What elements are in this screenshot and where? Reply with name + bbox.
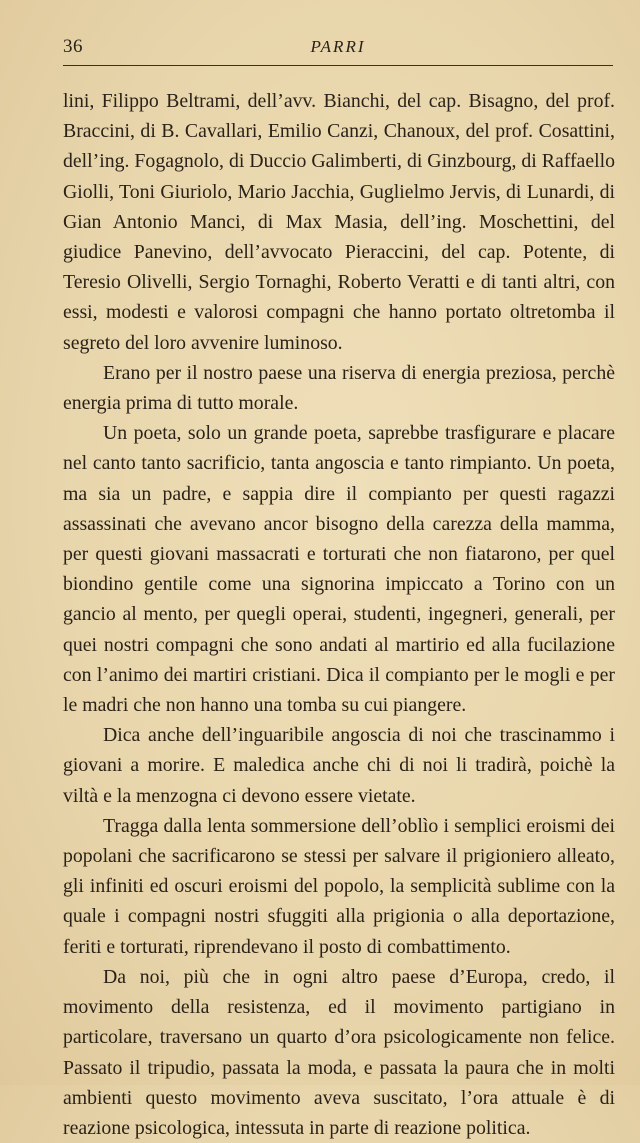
page-number: 36: [63, 36, 83, 57]
paragraph: Da noi, più che in ogni altro paese d’Europa, credo, il movimento della resistenza, ed il movimento partigiano in particolare, traversano un quarto d’ora psicologicamente non felice. Passato il tripudio, passata la moda, e passata la paura che in molti ambienti questo movimento aveva suscitato, l’ora attuale è di reazione psicologica, intessuta in parte di reazione politica.: [63, 965, 615, 1139]
paragraph: Un poeta, solo un grande poeta, saprebbe trasfigurare e placare nel canto tanto sacrificio, tanta angoscia e tanto rimpianto. Un poeta, ma sia un padre, e sappia dire il compianto per questi ragazzi assassinati che avevano ancor bisogno della carezza della mamma, per questi giovani massacrati e torturati che non fiatarono, per quel biondino gentile come una signorina impiccato a Torino con un gancio al mento, per quegli operai, studenti, ingegneri, generali, per quei nostri compagni che sono andati al martirio ed alla fucilazione con l’animo dei martiri cristiani. Dica il compianto per le mogli e per le madri che non hanno una tomba su cui piangere.: [63, 422, 615, 717]
running-head: PARRI: [310, 37, 366, 56]
body-text: [63, 86, 615, 1143]
paragraph: Dica anche dell’inguaribile angoscia di noi che trascinammo i giovani a morire. E maledica anche chi di noi li tradirà, poichè la viltà e la menzogna ci devono essere vietate.: [63, 724, 615, 807]
paragraph-continuation: lini, Filippo Beltrami, dell’avv. Bianchi, del cap. Bisagno, del prof. Braccini, di B. Cavallari, Emilio Canzi, Chanoux, del prof. Cosattini, dell’ing. Fogagnolo, di Duccio Galimberti, di Ginzbourg, di Raffaello Giolli, Toni Giuriolo, Mario Jacchia, Guglielmo Jervis, di Lunardi, di Gian Antonio Manci, di Max Masia, dell’ing. Moschettini, del giudice Panevino, dell’avvocato Pieraccini, del cap. Potente, di Teresio Olivelli, Sergio Tornaghi, Roberto Veratti e di tanti altri, con essi, modesti e valorosi compagni che hanno portato oltretomba il segreto del loro avvenire luminoso.: [63, 90, 615, 354]
paragraph: Tragga dalla lenta sommersione dell’oblìo i semplici eroismi dei popolani che sacrificarono se stessi per salvare il prigioniero alleato, gli infiniti ed oscuri eroismi del popolo, la semplicità sublime con la quale i compagni nostri sfuggiti alla prigionia o alla deportazione, feriti e torturati, riprendevano il posto di combattimento.: [63, 814, 615, 958]
page-header: [63, 36, 613, 62]
header-rule: [63, 65, 613, 66]
paragraph: Erano per il nostro paese una riserva di energia preziosa, perchè energia prima di tutto morale.: [63, 361, 615, 415]
